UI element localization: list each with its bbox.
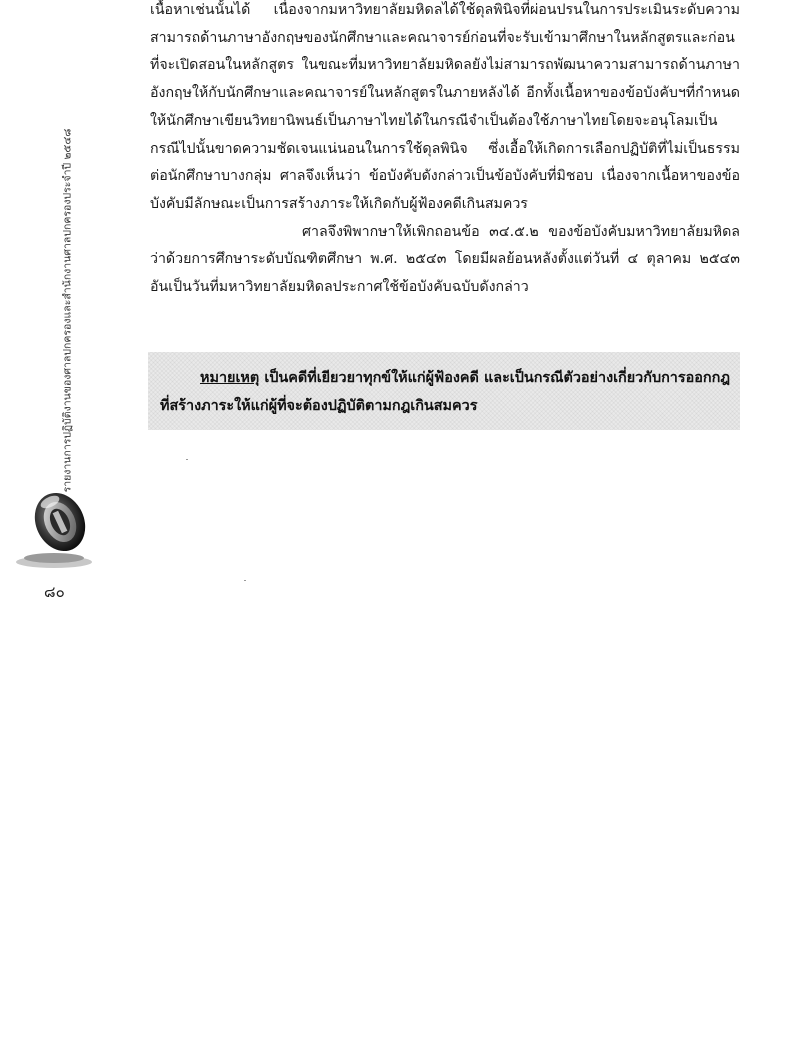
- page-number: ๘๐: [44, 583, 65, 601]
- note-label: หมายเหตุ: [200, 369, 260, 386]
- body-paragraph: เนื้อหาเช่นนั้นได้ เนื่องจากมหาวิทยาลัยมหิดลได้ใช้ดุลพินิจที่ผ่อนปรนในการประเมินระดับความสามารถด้านภาษาอังกฤษของนักศึกษาและคณาจารย์ก่อนที่จะรับเข้ามาศึกษาในหลักสูตรและก่อนที่จะเปิดสอนในหลักสูตร ในขณะที่มหาวิทยาลัยมหิดลยังไม่สามารถพัฒนาความสามารถด้านภาษาอังกฤษให้กับนักศึกษาและคณาจารย์ในหลักสูตรในภายหลังได้ อีกทั้งเนื้อหาของข้อบังคับฯที่กำหนดให้นักศึกษาเขียนวิทยานิพนธ์เป็นภาษาไทยได้ในกรณีจำเป็นต้องใช้ภาษาไทยโดยจะอนุโลมเป็นกรณีไปนั้นขาดความชัดเจนแน่นอนในการใช้ดุลพินิจ ซึ่งเอื้อให้เกิดการเลือกปฏิบัติที่ไม่เป็นธรรมต่อนักศึกษาบางกลุ่ม ศาลจึงเห็นว่า ข้อบังคับดังกล่าวเป็นข้อบังคับที่มิชอบ เนื่องจากเนื้อหาของข้อบังคับมีลักษณะเป็นการสร้างภาระให้เกิดกับผู้ฟ้องคดีเกินสมควร: [150, 2, 740, 212]
- sidebar-vertical-caption: [56, 128, 78, 492]
- note-box: [148, 352, 740, 430]
- court-emblem-icon: [14, 484, 94, 570]
- document-body: [150, 0, 740, 302]
- scan-speck: [186, 459, 188, 460]
- report-title-vertical: รายงานการปฏิบัติงานของศาลปกครองและสำนักงานศาลปกครองประจำปี ๒๕๔๘: [61, 128, 74, 492]
- scan-speck: [244, 580, 246, 581]
- judgment-paragraph: ศาลจึงพิพากษาให้เพิกถอนข้อ ๓๔.๕.๒ ของข้อบังคับมหาวิทยาลัยมหิดล ว่าด้วยการศึกษาระดับบัณฑิตศึกษา พ.ศ. ๒๕๔๓ โดยมีผลย้อนหลังตั้งแต่วันที่ ๔ ตุลาคม ๒๕๔๓ อันเป็นวันที่มหาวิทยาลัยมหิดลประกาศใช้ข้อบังคับฉบับดังกล่าว: [150, 223, 740, 296]
- note-text: [148, 352, 740, 420]
- note-body: เป็นคดีที่เยียวยาทุกข์ให้แก่ผู้ฟ้องคดี และเป็นกรณีตัวอย่างเกี่ยวกับการออกกฎที่สร้างภาระให้แก่ผู้ที่จะต้องปฏิบัติตามกฎเกินสมควร: [160, 369, 730, 414]
